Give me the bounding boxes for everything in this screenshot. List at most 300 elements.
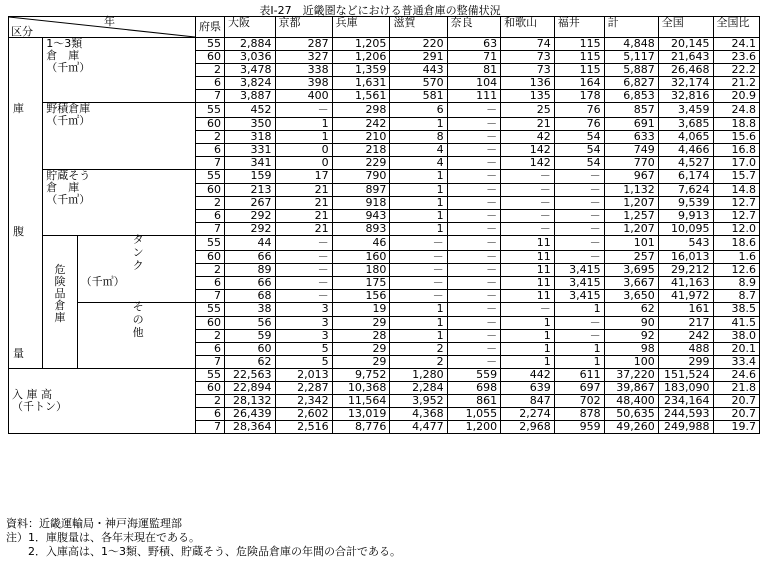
value-cell: 249,988 [658,421,713,434]
value-cell: － [501,210,555,223]
value-cell: 3,952 [390,395,447,408]
value-cell: 20.7 [713,395,759,408]
value-cell: 3,667 [604,276,658,289]
table-row [9,103,760,118]
value-cell: － [554,210,604,223]
value-cell: 1 [390,330,447,343]
warehouse-table [8,16,760,434]
corner-header [9,17,196,38]
value-cell: 73 [501,64,555,77]
value-cell: 2,284 [390,382,447,395]
value-cell: 54 [554,156,604,169]
value-cell: 3 [275,317,332,330]
value-cell: 17.0 [713,156,759,169]
year-cell: 6 [196,343,225,356]
value-cell: 3,415 [554,263,604,276]
value-cell: 20,145 [658,38,713,51]
category-header: 区分 [11,25,33,38]
value-cell: － [501,223,555,236]
value-cell: － [447,330,501,343]
value-cell: 90 [604,317,658,330]
value-cell: 267 [225,197,276,210]
value-cell: 25 [501,103,555,118]
value-cell: 443 [390,64,447,77]
table-row [9,369,760,382]
value-cell: 1,280 [390,369,447,382]
group-char: 険 [54,275,66,288]
value-cell: － [501,302,555,317]
value-cell: 63 [447,38,501,51]
year-cell: 2 [196,395,225,408]
value-cell: 42 [501,130,555,143]
value-cell: 331 [225,143,276,156]
value-cell: 13,019 [332,408,390,421]
value-cell: － [554,236,604,251]
value-cell: 292 [225,210,276,223]
value-cell: 32,174 [658,77,713,90]
value-cell: 115 [554,51,604,64]
value-cell: 918 [332,197,390,210]
value-cell: 68 [225,289,276,302]
value-cell: － [275,276,332,289]
value-cell: 160 [332,250,390,263]
value-cell: － [501,197,555,210]
value-cell: 12.0 [713,223,759,236]
value-cell: 257 [604,250,658,263]
value-cell: 4,368 [390,408,447,421]
side-fuku: 腹 [13,225,24,238]
section-label-line: 貯蔵そう [46,168,91,182]
value-cell: 73 [501,51,555,64]
side-ryo: 量 [13,347,24,360]
year-cell: 6 [196,210,225,223]
value-cell: 49,260 [604,421,658,434]
value-cell: 4,527 [658,156,713,169]
value-cell: 1.6 [713,250,759,263]
value-cell: 341 [225,156,276,169]
value-cell: 0 [275,143,332,156]
value-cell: 2 [390,356,447,369]
value-cell: － [447,263,501,276]
year-cell: 55 [196,103,225,118]
column-header: 計 [604,17,658,38]
year-cell: 60 [196,250,225,263]
value-cell: 2,884 [225,38,276,51]
value-cell: 8,776 [332,421,390,434]
value-cell: 11 [501,236,555,251]
value-cell: － [447,143,501,156]
year-cell: 7 [196,289,225,302]
value-cell: 543 [658,236,713,251]
value-cell: 749 [604,143,658,156]
value-cell: 12.7 [713,197,759,210]
value-cell: 292 [225,223,276,236]
value-cell: 770 [604,156,658,169]
value-cell: 26,468 [658,64,713,77]
tank-label [77,233,195,303]
value-cell: 398 [275,77,332,90]
value-cell: 702 [554,395,604,408]
value-cell: 10,368 [332,382,390,395]
value-cell: － [447,302,501,317]
value-cell: 3,415 [554,289,604,302]
value-cell: 327 [275,51,332,64]
column-header: 奈良 [447,17,501,38]
value-cell: － [447,197,501,210]
value-cell: 48,400 [604,395,658,408]
value-cell: 15.6 [713,130,759,143]
value-cell: 9,539 [658,197,713,210]
value-cell: 28,132 [225,395,276,408]
year-cell: 55 [196,302,225,317]
value-cell: 1,257 [604,210,658,223]
value-cell: 7,624 [658,184,713,197]
value-cell: 156 [332,289,390,302]
note-2: 2．入庫高は、1～3類、野積、貯蔵そう、危険品倉庫の年間の合計である。 [6,545,401,558]
value-cell: 20.1 [713,343,759,356]
value-cell: 23.6 [713,51,759,64]
value-cell: － [447,317,501,330]
value-cell: 897 [332,184,390,197]
value-cell: － [275,103,332,118]
value-cell: － [447,103,501,118]
value-cell: 488 [658,343,713,356]
value-cell: 9,913 [658,210,713,223]
section-label-line: 1～3類 [46,37,83,50]
value-cell: － [447,223,501,236]
value-cell: 22,563 [225,369,276,382]
value-cell: 54 [554,130,604,143]
value-cell: 1 [275,117,332,130]
value-cell: 242 [658,330,713,343]
value-cell: 24.6 [713,369,759,382]
value-cell: 12.7 [713,210,759,223]
year-cell: 60 [196,117,225,130]
value-cell: 21 [501,117,555,130]
value-cell: 22.2 [713,64,759,77]
value-cell: 2,602 [275,408,332,421]
value-cell: 89 [225,263,276,276]
value-cell: 21 [275,184,332,197]
value-cell: 691 [604,117,658,130]
value-cell: 857 [604,103,658,118]
value-cell: 1,631 [332,77,390,90]
value-cell: 66 [225,250,276,263]
value-cell: 878 [554,408,604,421]
value-cell: － [554,223,604,236]
value-cell: 16.8 [713,143,759,156]
value-cell: 2,342 [275,395,332,408]
value-cell: 54 [554,143,604,156]
value-cell: 350 [225,117,276,130]
value-cell: 1 [554,356,604,369]
value-cell: 639 [501,382,555,395]
value-cell: 15.7 [713,169,759,184]
value-cell: 943 [332,210,390,223]
value-cell: 3,415 [554,276,604,289]
value-cell: 1,200 [447,421,501,434]
group-char: 庫 [54,311,66,324]
value-cell: 1,205 [332,38,390,51]
group-char: 倉 [54,299,66,312]
pref-header: 府県 [196,17,225,38]
value-cell: 164 [554,77,604,90]
value-cell: 24.1 [713,38,759,51]
value-cell: 32,816 [658,90,713,103]
table-row [9,38,760,51]
value-cell: － [447,169,501,184]
year-cell: 60 [196,184,225,197]
value-cell: 217 [658,317,713,330]
year-cell: 2 [196,330,225,343]
value-cell: － [447,184,501,197]
value-cell: 1 [390,197,447,210]
value-cell: － [554,330,604,343]
value-cell: 111 [447,90,501,103]
other-label [77,299,195,369]
value-cell: 1 [390,210,447,223]
value-cell: 1 [390,184,447,197]
value-cell: 41,163 [658,276,713,289]
value-cell: － [554,250,604,263]
sub-char: ン [132,246,144,259]
value-cell: 22,894 [225,382,276,395]
value-cell: 21 [275,223,332,236]
sub-char: ク [132,259,144,272]
value-cell: 41,972 [658,289,713,302]
table-row [9,169,760,184]
value-cell: 20.9 [713,90,759,103]
value-cell: － [275,250,332,263]
value-cell: 183,090 [658,382,713,395]
value-cell: 1 [554,302,604,317]
value-cell: 2,516 [275,421,332,434]
value-cell: 71 [447,51,501,64]
value-cell: 318 [225,130,276,143]
value-cell: 234,164 [658,395,713,408]
value-cell: － [390,250,447,263]
value-cell: － [447,117,501,130]
value-cell: 62 [225,356,276,369]
value-cell: 6 [390,103,447,118]
table-row [9,236,760,251]
sub-char: の [132,312,144,326]
value-cell: － [447,156,501,169]
year-cell: 60 [196,317,225,330]
value-cell: 959 [554,421,604,434]
value-cell: 11 [501,276,555,289]
year-cell: 6 [196,77,225,90]
section-label-line: （千㎡） [46,114,91,127]
value-cell: 1 [390,317,447,330]
value-cell: 1 [275,130,332,143]
value-cell: 66 [225,276,276,289]
year-cell: 7 [196,356,225,369]
value-cell: 151,524 [658,369,713,382]
value-cell: 1,561 [332,90,390,103]
value-cell: 6,174 [658,169,713,184]
value-cell: 2,013 [275,369,332,382]
value-cell: 46 [332,236,390,251]
value-cell: 4 [390,156,447,169]
value-cell: 92 [604,330,658,343]
value-cell: 16,013 [658,250,713,263]
value-cell: 37,220 [604,369,658,382]
year-cell: 7 [196,223,225,236]
value-cell: 38.5 [713,302,759,317]
section-label [43,103,196,170]
value-cell: 3,650 [604,289,658,302]
value-cell: 3 [275,330,332,343]
year-cell: 2 [196,263,225,276]
sub-char: そ [132,299,144,313]
value-cell: 1,206 [332,51,390,64]
value-cell: 28 [332,330,390,343]
year-header: 年 [104,15,115,28]
year-cell: 55 [196,236,225,251]
value-cell: 21 [275,210,332,223]
section-label-line: （千トン） [12,400,67,413]
value-cell: 220 [390,38,447,51]
value-cell: 100 [604,356,658,369]
year-cell: 7 [196,421,225,434]
value-cell: － [554,197,604,210]
value-cell: 9,752 [332,369,390,382]
value-cell: 135 [501,90,555,103]
value-cell: 5 [275,343,332,356]
value-cell: 101 [604,236,658,251]
section-label-line: （千㎥） [46,192,91,206]
value-cell: 29,212 [658,263,713,276]
value-cell: － [275,236,332,251]
value-cell: － [501,169,555,184]
value-cell: 3,459 [658,103,713,118]
value-cell: 4,466 [658,143,713,156]
value-cell: 142 [501,143,555,156]
value-cell: 847 [501,395,555,408]
value-cell: 1 [501,317,555,330]
value-cell: 299 [658,356,713,369]
value-cell: 1,359 [332,64,390,77]
sub-char: タ [132,233,144,246]
value-cell: 10,095 [658,223,713,236]
value-cell: － [275,289,332,302]
value-cell: 17 [275,169,332,184]
value-cell: 6,853 [604,90,658,103]
table-title: 表Ⅰ-27 近畿圏などにおける普通倉庫の整備状況 [259,4,501,17]
value-cell: 452 [225,103,276,118]
value-cell: － [447,356,501,369]
value-cell: 19 [332,302,390,317]
value-cell: － [390,236,447,251]
column-header: 和歌山 [501,17,555,38]
value-cell: － [447,276,501,289]
year-cell: 60 [196,51,225,64]
value-cell: 29 [332,317,390,330]
year-cell: 6 [196,408,225,421]
value-cell: 115 [554,38,604,51]
value-cell: － [390,289,447,302]
side-ko: 庫 [13,102,24,115]
value-cell: 161 [658,302,713,317]
value-cell: 20.7 [713,408,759,421]
value-cell: 29 [332,343,390,356]
value-cell: 1 [554,343,604,356]
value-cell: － [390,263,447,276]
value-cell: 1,207 [604,223,658,236]
value-cell: 19.7 [713,421,759,434]
year-cell: 7 [196,156,225,169]
value-cell: 1 [390,169,447,184]
value-cell: 4 [390,143,447,156]
year-cell: 2 [196,64,225,77]
value-cell: 1 [390,223,447,236]
value-cell: － [447,343,501,356]
group-char: 品 [54,287,66,300]
value-cell: 8.9 [713,276,759,289]
value-cell: 4,065 [658,130,713,143]
value-cell: － [501,184,555,197]
year-cell: 6 [196,276,225,289]
value-cell: 50,635 [604,408,658,421]
value-cell: 1 [390,302,447,317]
column-header: 京都 [275,17,332,38]
value-cell: 115 [554,64,604,77]
value-cell: 21 [275,197,332,210]
value-cell: 11 [501,263,555,276]
value-cell: 2,287 [275,382,332,395]
value-cell: 76 [554,103,604,118]
column-header: 福井 [554,17,604,38]
value-cell: 21.8 [713,382,759,395]
value-cell: 26,439 [225,408,276,421]
value-cell: 1 [390,117,447,130]
unit-label: （千㎥） [80,275,125,288]
value-cell: 570 [390,77,447,90]
value-cell: 633 [604,130,658,143]
value-cell: 98 [604,343,658,356]
column-header: 大阪 [225,17,276,38]
value-cell: － [447,236,501,251]
section-label [43,38,196,103]
value-cell: 41.5 [713,317,759,330]
column-header: 全国比 [713,17,759,38]
value-cell: 21.2 [713,77,759,90]
value-cell: 5 [275,356,332,369]
value-cell: 1,132 [604,184,658,197]
value-cell: 400 [275,90,332,103]
value-cell: 81 [447,64,501,77]
value-cell: 5,117 [604,51,658,64]
value-cell: － [447,289,501,302]
value-cell: － [447,210,501,223]
value-cell: 178 [554,90,604,103]
year-cell: 55 [196,169,225,184]
value-cell: － [554,169,604,184]
value-cell: － [554,317,604,330]
value-cell: 442 [501,369,555,382]
value-cell: 8 [390,130,447,143]
value-cell: 104 [447,77,501,90]
value-cell: 18.6 [713,236,759,251]
value-cell: 1 [501,330,555,343]
value-cell: 8.7 [713,289,759,302]
value-cell: 298 [332,103,390,118]
value-cell: 287 [275,38,332,51]
column-header: 全国 [658,17,713,38]
value-cell: 39,867 [604,382,658,395]
value-cell: 59 [225,330,276,343]
